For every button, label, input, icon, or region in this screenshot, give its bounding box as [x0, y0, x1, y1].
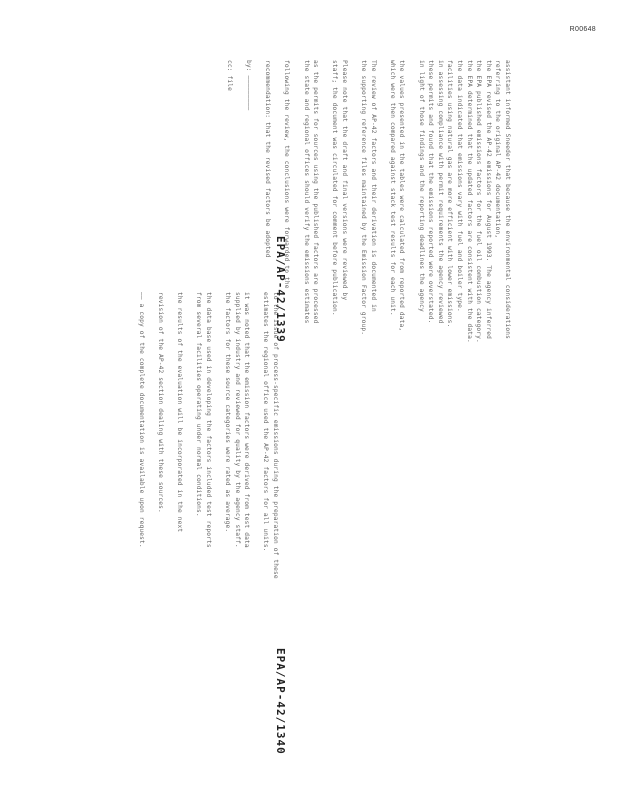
text-line: as the permits for sources using the published factors are processed [312, 60, 320, 324]
right-text-column [136, 292, 280, 579]
text-line: which were then compared against stack test results for each unit. [388, 60, 396, 316]
text-line: the data indicated that emissions vary with fuel and boiler type. [456, 60, 464, 312]
text-line: the factors for these source categories were rated as average. [224, 292, 232, 533]
text-line: staff; the document was circulated for comment before publication. [331, 60, 339, 316]
text-line: the values presented in the tables were calculated from reported data, [398, 60, 406, 332]
text-line: following the review, the conclusions were forwarded to the [283, 60, 291, 289]
text-line [291, 60, 301, 343]
text-line [349, 60, 359, 343]
text-line [213, 292, 223, 579]
text-line: to the issue of process-specific emissions during the preparation of these [272, 292, 279, 579]
text-line [146, 292, 156, 579]
text-line: assistant informed Sneeder that because the environmental considerations [504, 60, 511, 340]
text-line: —— a copy of the complete documentation is available upon request. [137, 292, 145, 548]
text-line [406, 60, 416, 343]
text-line: supplied by industry and reviewed for quality by the agency staff. [233, 292, 241, 548]
text-line: by: ————————— [244, 60, 252, 111]
text-line: the EPA determined that the updated factors are consistent with the data. [465, 60, 473, 343]
page-footer-code-right: EPA/AP-42/1340 [274, 648, 287, 755]
text-line: the EPA published emissions factors for the fuel oil combustion category. [475, 60, 483, 343]
text-line [378, 60, 388, 343]
text-line: facilities using natural gas are more efficient with lower emissions. [446, 60, 454, 328]
text-line: these permits and found that the emissions reported were overstated. [427, 60, 435, 324]
text-line: estimates the regional office used the AP-42 factors for all units. [262, 292, 270, 552]
text-line: from several facilities operating under normal conditions. [195, 292, 203, 517]
text-line: The review of AP-42 factors and their derivation is documented in [369, 60, 377, 312]
text-line [320, 60, 330, 343]
text-line: it was noted that the emission factors were derived from test data [243, 292, 251, 548]
text-line: the supporting reference files maintained by the Emission Factor group. [360, 60, 368, 336]
text-line [165, 292, 175, 579]
text-line: the EPA revised the AP-42 emissions for August 1993. The agency inferred [484, 60, 492, 340]
text-line: the results of the evaluation will be incorporated in the next [176, 292, 184, 533]
page-footer-code-left: EPA/AP-42/1339 [274, 236, 287, 343]
text-line: recommendation: that the revised factors be adopted [264, 60, 272, 258]
text-line: the state and regional offices should verify the emissions estimates [302, 60, 310, 324]
text-line: the data base used in developing the factors included test reports [204, 292, 212, 548]
document-id-stamp: R00648 [569, 26, 596, 33]
text-line: in assessing compliance with permit requirements the agency reviewed [436, 60, 444, 324]
text-line [251, 292, 261, 579]
text-line: Please note that the draft and final versions were reviewed by [340, 60, 348, 301]
text-line [184, 292, 194, 579]
text-line: referring to the original AP-42 documentation, [494, 60, 502, 239]
text-line: cc: file [225, 60, 233, 92]
text-line: in light of those findings and the reporting deadlines the agency [417, 60, 425, 312]
text-line: revision of the AP-42 section dealing with these sources. [156, 292, 164, 513]
